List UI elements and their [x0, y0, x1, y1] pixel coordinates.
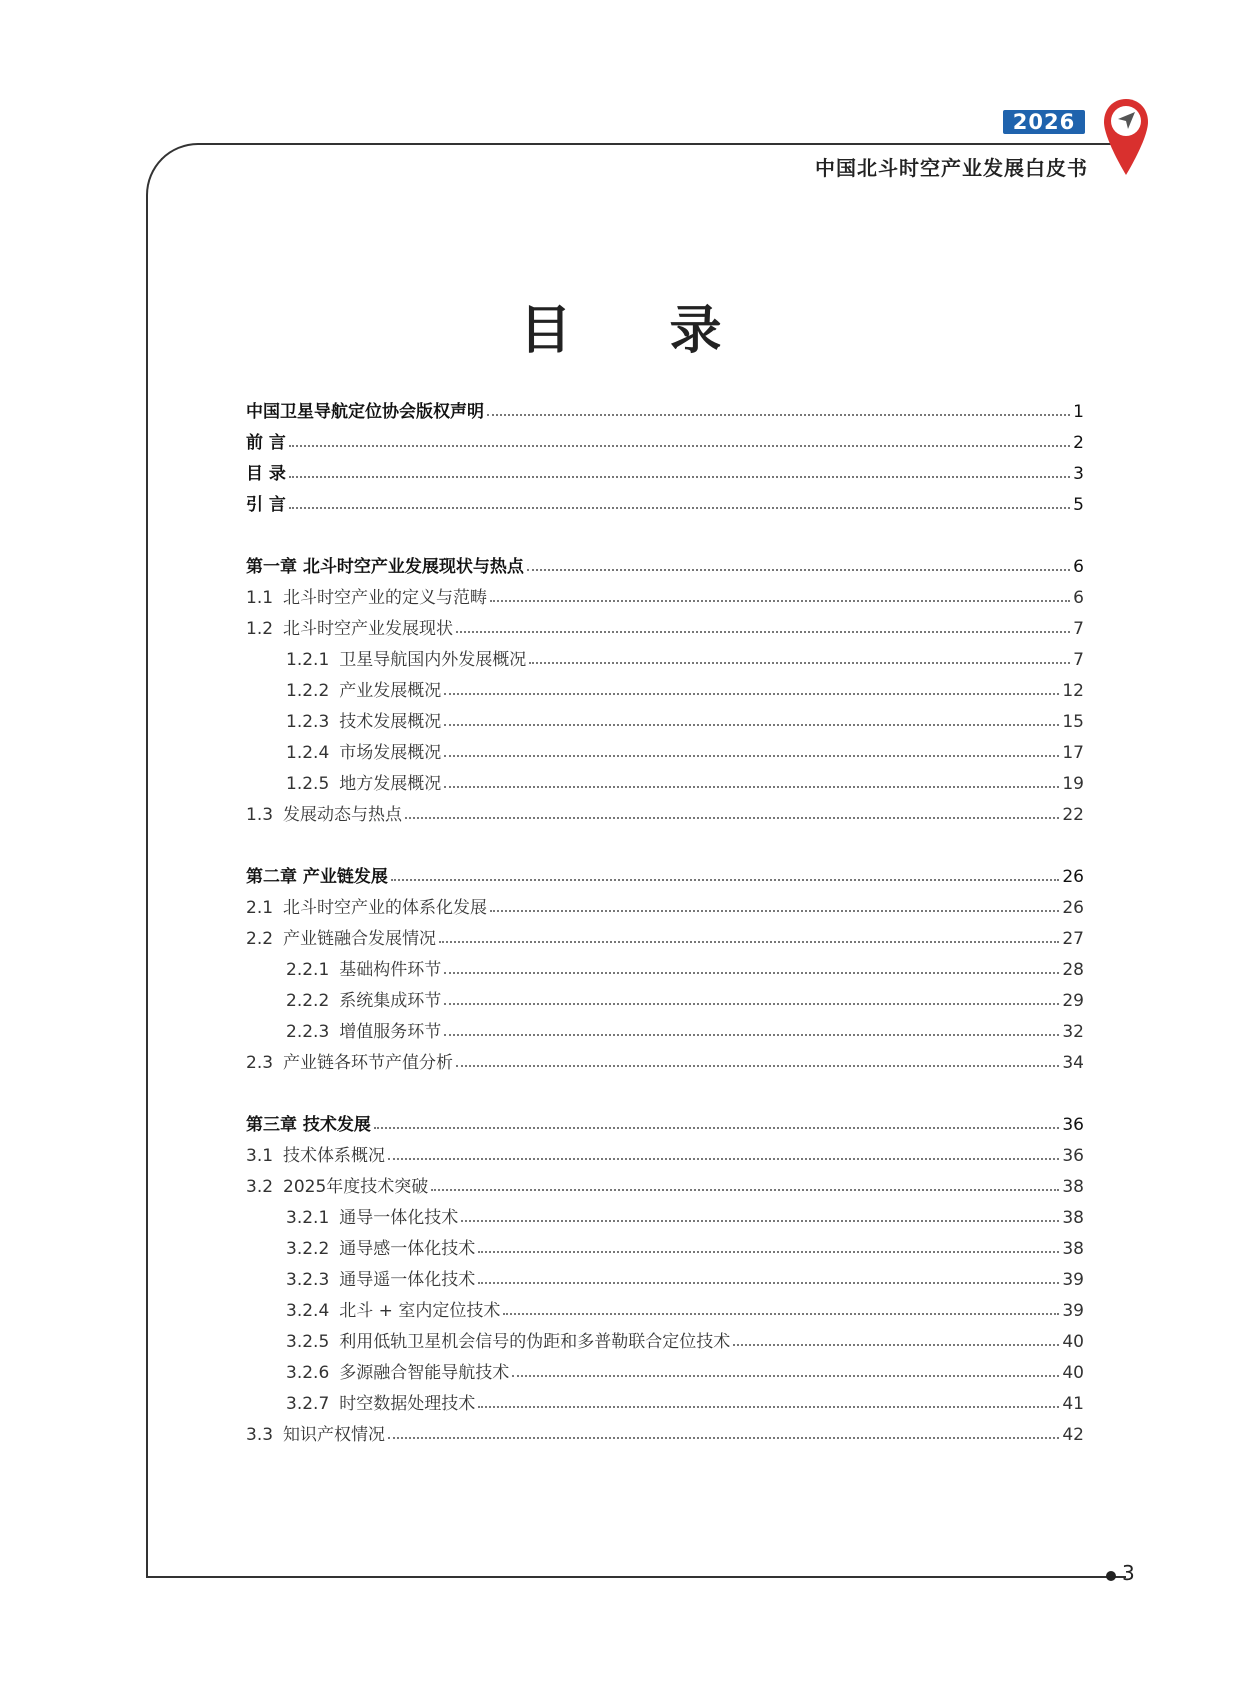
toc-entry-page: 41: [1062, 1394, 1084, 1414]
toc-entry-label: [246, 397, 484, 422]
toc-entry-label: [286, 738, 441, 763]
toc-entry-label: [246, 1110, 371, 1135]
toc-entry-title: 技术发展概况: [339, 712, 442, 732]
page-number: 3: [1122, 1561, 1135, 1585]
page-title: 目 录: [519, 301, 762, 361]
page-number-dot: [1106, 1571, 1116, 1581]
toc-entry-title: 地方发展概况: [339, 774, 442, 794]
toc-entry-number: 2.1: [246, 898, 274, 918]
toc-entry[interactable]: [246, 1105, 1084, 1135]
toc-entry-page: 29: [1062, 991, 1084, 1011]
toc-entry[interactable]: [246, 392, 1084, 422]
toc-entry-number: 3.2.2: [286, 1239, 330, 1259]
toc-entry-label: [286, 955, 441, 980]
toc-entry-label: [246, 614, 453, 639]
toc-entry-label: [286, 769, 441, 794]
toc-entry-title: 产业链各环节产值分析: [283, 1053, 454, 1073]
toc-entry-page: 15: [1062, 712, 1084, 732]
toc-entry-label: [286, 1265, 475, 1290]
toc-entry-page: 28: [1062, 960, 1084, 980]
toc-entry[interactable]: [286, 1322, 1084, 1352]
toc-entry-label: [246, 1141, 385, 1166]
location-pin-icon: [1102, 97, 1150, 177]
toc-leader-dots: [478, 1282, 1059, 1284]
toc-entry-title: 基础构件环节: [339, 960, 442, 980]
toc-entry[interactable]: [246, 485, 1084, 515]
toc-entry-title: 产业发展概况: [339, 681, 442, 701]
toc-entry-label: [286, 1296, 500, 1321]
toc-entry-label: [286, 1389, 475, 1414]
toc-entry-title: 产业链融合发展情况: [283, 929, 437, 949]
toc-entry[interactable]: [286, 640, 1084, 670]
toc-leader-dots: [444, 1034, 1059, 1036]
toc-entry[interactable]: [286, 1260, 1084, 1290]
toc-entry-number: 1.2.2: [286, 681, 330, 701]
toc-entry-title: 北斗时空产业发展现状: [283, 619, 454, 639]
toc-entry-page: 27: [1062, 929, 1084, 949]
toc-leader-dots: [431, 1189, 1059, 1191]
toc-entry-number: 1.1: [246, 588, 274, 608]
toc-leader-dots: [461, 1220, 1059, 1222]
toc-entry[interactable]: [246, 609, 1084, 639]
year-badge: 2026: [1003, 110, 1085, 134]
toc-entry[interactable]: [286, 981, 1084, 1011]
toc-leader-dots: [289, 507, 1070, 509]
toc-entry-page: 6: [1073, 557, 1084, 577]
toc-entry-number: 1.2.4: [286, 743, 330, 763]
toc-entry-number: 3.2.6: [286, 1363, 330, 1383]
toc-entry-title: 北斗 + 室内定位技术: [339, 1301, 501, 1321]
toc-entry-title: 多源融合智能导航技术: [339, 1363, 510, 1383]
toc-entry-page: 7: [1073, 650, 1084, 670]
toc-entry-page: 38: [1062, 1177, 1084, 1197]
toc-entry-number: 2.3: [246, 1053, 274, 1073]
toc-leader-dots: [490, 600, 1070, 602]
toc-leader-dots: [456, 1065, 1059, 1067]
toc-entry-number: 3.2.5: [286, 1332, 330, 1352]
toc-entry-page: 7: [1073, 619, 1084, 639]
toc-entry[interactable]: [246, 888, 1084, 918]
toc-leader-dots: [444, 786, 1059, 788]
toc-entry[interactable]: [246, 1167, 1084, 1197]
toc-entry[interactable]: [286, 702, 1084, 732]
toc-entry[interactable]: [246, 454, 1084, 484]
toc-entry-number: 3.2.1: [286, 1208, 330, 1228]
toc-leader-dots: [487, 414, 1070, 416]
toc-entry-page: 5: [1073, 495, 1084, 515]
toc-entry-label: [286, 1327, 730, 1352]
toc-entry-title: 系统集成环节: [339, 991, 442, 1011]
toc-entry-title: 北斗时空产业的体系化发展: [283, 898, 488, 918]
toc-entry-label: [246, 862, 388, 887]
toc-entry[interactable]: [286, 1198, 1084, 1228]
toc-entry-number: 1.2.1: [286, 650, 330, 670]
toc-entry[interactable]: [286, 671, 1084, 701]
toc-entry-title: 北斗时空产业的定义与范畴: [283, 588, 488, 608]
toc-leader-dots: [439, 941, 1059, 943]
toc-entry-number: 3.1: [246, 1146, 274, 1166]
toc-entry-page: 2: [1073, 433, 1084, 453]
toc-entry-page: 6: [1073, 588, 1084, 608]
toc-leader-dots: [529, 662, 1070, 664]
toc-leader-dots: [444, 724, 1059, 726]
toc-entry-title: 通导遥一体化技术: [339, 1270, 476, 1290]
toc-entry-label: [286, 707, 441, 732]
toc-leader-dots: [388, 1437, 1059, 1439]
toc-leader-dots: [391, 879, 1059, 881]
toc-entry-page: 1: [1073, 402, 1084, 422]
toc-entry-label: [246, 1172, 428, 1197]
toc-entry-title: 目 录: [246, 464, 286, 484]
toc-entry-number: 2.2: [246, 929, 274, 949]
toc-entry-title: 增值服务环节: [339, 1022, 442, 1042]
toc-entry-label: [286, 986, 441, 1011]
toc-entry-label: [246, 490, 286, 515]
toc-entry-label: [246, 583, 487, 608]
toc-entry[interactable]: [246, 578, 1084, 608]
toc-entry-page: 22: [1062, 805, 1084, 825]
toc-entry-number: 3.2: [246, 1177, 274, 1197]
toc-entry-number: 1.2.5: [286, 774, 330, 794]
toc-entry[interactable]: [286, 733, 1084, 763]
toc-entry-label: [286, 1234, 475, 1259]
toc-entry-label: [286, 676, 441, 701]
toc-entry-page: 3: [1073, 464, 1084, 484]
toc-entry-page: 26: [1062, 898, 1084, 918]
toc-entry-number: 1.2: [246, 619, 274, 639]
toc-entry-page: 39: [1062, 1270, 1084, 1290]
toc-entry-title: 2025年度技术突破: [283, 1177, 429, 1197]
toc-entry-page: 34: [1062, 1053, 1084, 1073]
toc-entry-page: 32: [1062, 1022, 1084, 1042]
toc-leader-dots: [478, 1406, 1059, 1408]
toc-entry-label: [246, 924, 436, 949]
toc-entry-label: [246, 428, 286, 453]
toc-entry-label: [286, 1358, 509, 1383]
toc-entry-page: 26: [1062, 867, 1084, 887]
toc-entry[interactable]: [246, 547, 1084, 577]
toc-entry-label: [246, 800, 402, 825]
toc-entry-title: 第三章 技术发展: [246, 1115, 371, 1135]
toc-entry-number: 3.2.3: [286, 1270, 330, 1290]
toc-entry[interactable]: [246, 795, 1084, 825]
toc-entry[interactable]: [286, 1291, 1084, 1321]
toc-leader-dots: [374, 1127, 1059, 1129]
toc-entry[interactable]: [286, 1384, 1084, 1414]
toc-entry[interactable]: [246, 1415, 1084, 1445]
toc-entry-page: 38: [1062, 1239, 1084, 1259]
toc-entry-title: 第二章 产业链发展: [246, 867, 388, 887]
toc-entry-page: 36: [1062, 1146, 1084, 1166]
toc-leader-dots: [503, 1313, 1059, 1315]
toc-entry-number: 2.2.3: [286, 1022, 330, 1042]
toc-entry-page: 40: [1062, 1332, 1084, 1352]
toc-entry-label: [286, 1017, 441, 1042]
toc-entry[interactable]: [286, 1012, 1084, 1042]
toc-entry-number: 3.2.4: [286, 1301, 330, 1321]
toc-entry-label: [246, 1048, 453, 1073]
toc-entry-page: 12: [1062, 681, 1084, 701]
toc-leader-dots: [289, 476, 1070, 478]
toc-entry-title: 发展动态与热点: [283, 805, 403, 825]
toc-entry-title: 知识产权情况: [283, 1425, 386, 1445]
toc-entry-number: 1.2.3: [286, 712, 330, 732]
toc-leader-dots: [405, 817, 1059, 819]
toc-entry-label: [286, 1203, 458, 1228]
toc-entry-title: 利用低轨卫星机会信号的伪距和多普勒联合定位技术: [339, 1332, 731, 1352]
toc-leader-dots: [444, 693, 1059, 695]
toc-entry-label: [246, 893, 487, 918]
toc-entry-title: 时空数据处理技术: [339, 1394, 476, 1414]
toc-entry-page: 38: [1062, 1208, 1084, 1228]
toc-entry-title: 通导一体化技术: [339, 1208, 459, 1228]
toc-entry-label: [246, 459, 286, 484]
toc-entry-page: 39: [1062, 1301, 1084, 1321]
toc-entry[interactable]: [246, 919, 1084, 949]
toc-leader-dots: [733, 1344, 1059, 1346]
toc-entry-page: 36: [1062, 1115, 1084, 1135]
toc-entry-title: 中国卫星导航定位协会版权声明: [246, 402, 484, 422]
toc-leader-dots: [490, 910, 1059, 912]
toc-entry-label: [286, 645, 526, 670]
toc-entry-page: 17: [1062, 743, 1084, 763]
toc-entry-page: 19: [1062, 774, 1084, 794]
toc-entry-number: 1.3: [246, 805, 274, 825]
toc-leader-dots: [444, 972, 1059, 974]
toc-entry-number: 3.3: [246, 1425, 274, 1445]
toc-leader-dots: [444, 755, 1059, 757]
toc-entry-page: 40: [1062, 1363, 1084, 1383]
header-title: 中国北斗时空产业发展白皮书: [815, 156, 1088, 180]
toc-leader-dots: [289, 445, 1070, 447]
toc-entry-page: 42: [1062, 1425, 1084, 1445]
toc-entry-title: 前 言: [246, 433, 286, 453]
toc-entry[interactable]: [246, 1043, 1084, 1073]
toc-leader-dots: [478, 1251, 1059, 1253]
toc-leader-dots: [456, 631, 1070, 633]
toc-leader-dots: [527, 569, 1070, 571]
toc-entry-title: 卫星导航国内外发展概况: [339, 650, 527, 670]
toc-entry[interactable]: [286, 1353, 1084, 1383]
toc-entry[interactable]: [246, 1136, 1084, 1166]
toc-entry-title: 技术体系概况: [283, 1146, 386, 1166]
toc-entry-label: [246, 552, 524, 577]
toc-entry[interactable]: [286, 1229, 1084, 1259]
toc-entry[interactable]: [286, 950, 1084, 980]
toc-leader-dots: [444, 1003, 1059, 1005]
toc-entry-title: 第一章 北斗时空产业发展现状与热点: [246, 557, 524, 577]
toc-entry-label: [246, 1420, 385, 1445]
toc-entry-number: 2.2.1: [286, 960, 330, 980]
toc-entry-number: 3.2.7: [286, 1394, 330, 1414]
toc-entry-number: 2.2.2: [286, 991, 330, 1011]
toc-leader-dots: [388, 1158, 1059, 1160]
toc-entry[interactable]: [246, 423, 1084, 453]
toc-entry-title: 通导感一体化技术: [339, 1239, 476, 1259]
toc-entry-title: 市场发展概况: [339, 743, 442, 763]
toc-entry[interactable]: [286, 764, 1084, 794]
toc-leader-dots: [512, 1375, 1059, 1377]
toc-entry[interactable]: [246, 857, 1084, 887]
toc-entry-title: 引 言: [246, 495, 286, 515]
